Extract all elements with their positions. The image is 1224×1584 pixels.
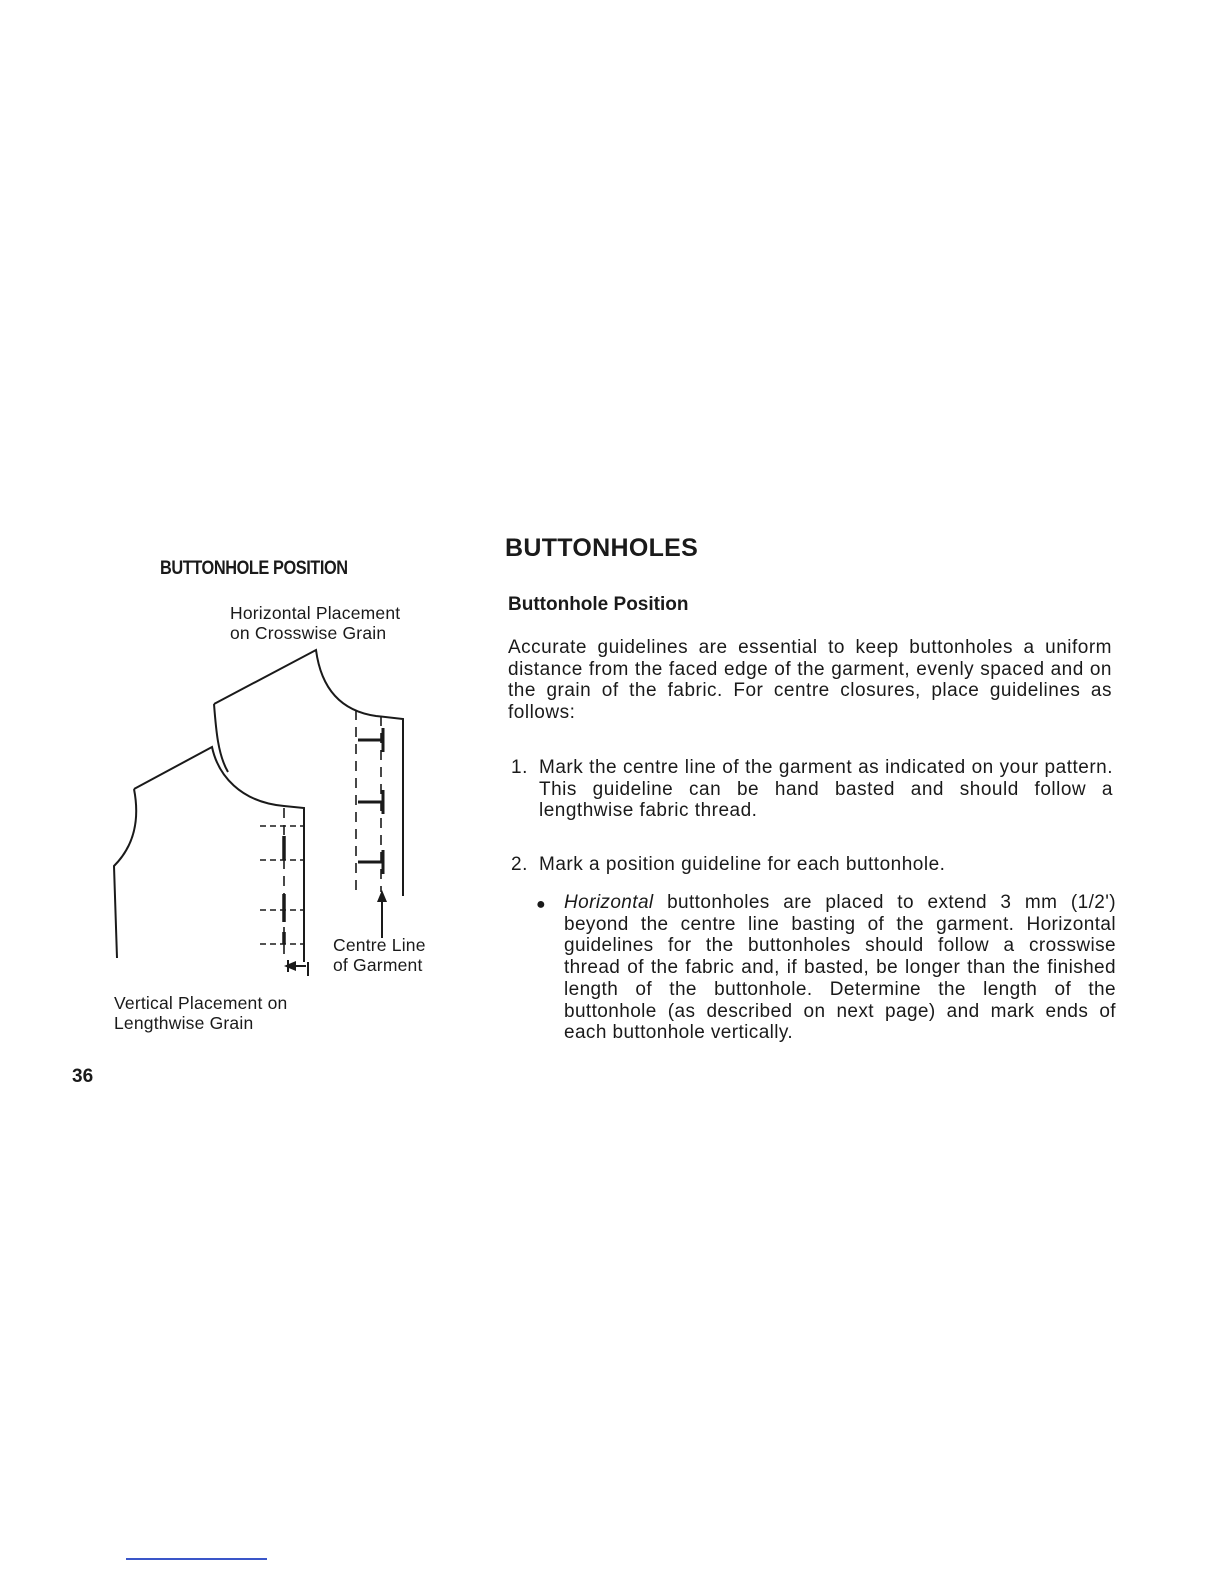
list-item [511, 854, 1113, 876]
list-item-number: 2. [511, 854, 528, 875]
front-garment-outline [134, 747, 304, 962]
bullet-icon: ● [536, 896, 547, 913]
vertical-placement-label: Vertical Placement on Lengthwise Grain [114, 993, 288, 1033]
back-buttonhole-2 [358, 790, 383, 814]
list-item-text: Mark a position guideline for each buttonhole. [539, 854, 946, 875]
vertical-arrowhead [284, 961, 296, 971]
bullet-emphasis: Horizontal [564, 892, 654, 913]
list-item-number: 1. [511, 757, 528, 778]
back-buttonhole-3 [358, 850, 383, 874]
back-garment-outline [214, 650, 403, 896]
bullet-item [536, 892, 1116, 1044]
bullet-body: buttonholes are placed to extend 3 mm (1/2') beyond the centre line basting of the garment. Horizontal guidelines for the buttonholes should follow a crosswise thread of the fabric and, if basted, be longer than the finished length of the buttonhole. Determine the length of the buttonhole (as described on next page) and mark ends of each buttonhole vertically. [564, 892, 1116, 1044]
section-title: BUTTONHOLES [505, 534, 699, 562]
intro-paragraph: Accurate guidelines are essential to keep buttonholes a uniform distance from the faced edge of the garment, evenly spaced and on the grain of the fabric. For centre closures, place guidelines as follows: [508, 637, 1112, 724]
footer-rule [126, 1558, 267, 1560]
centre-line-arrowhead [377, 890, 387, 902]
front-buttonhole-1 [260, 826, 304, 858]
bullet-text [564, 892, 1116, 1044]
list-item-text: Mark the centre line of the garment as indicated on your pattern. This guideline can be hand basted and should follow a lengthwise fabric thread. [539, 757, 1113, 822]
buttonhole-diagram [100, 640, 420, 980]
list-item [511, 757, 1113, 822]
centre-line-label: Centre Line of Garment [333, 935, 426, 975]
horizontal-placement-label: Horizontal Placement on Crosswise Grain [230, 603, 401, 643]
section-subtitle: Buttonhole Position [508, 594, 689, 615]
front-armhole [114, 789, 136, 958]
back-buttonhole-1 [358, 728, 383, 752]
page-number: 36 [72, 1066, 94, 1087]
figure-title: BUTTONHOLE POSITION [160, 558, 348, 579]
